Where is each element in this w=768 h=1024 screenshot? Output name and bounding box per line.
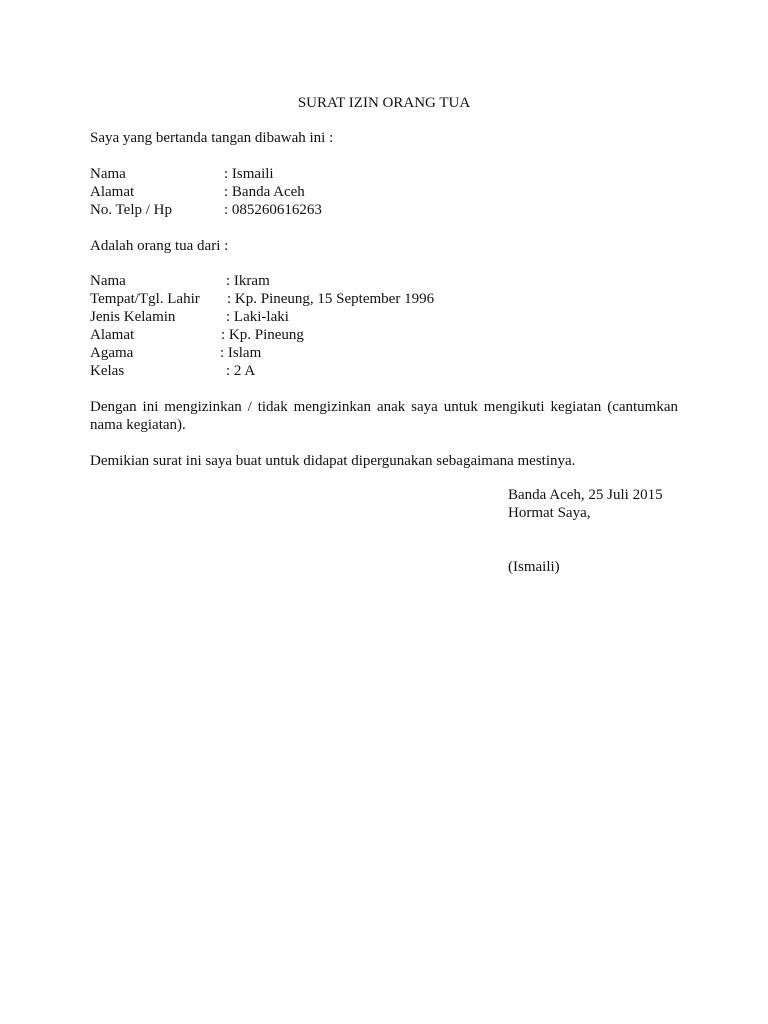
field-label: Agama: [90, 345, 134, 361]
field-label: Alamat: [90, 184, 135, 200]
field-label: Tempat/Tgl. Lahir: [90, 291, 200, 307]
field-value: : 085260616263: [224, 202, 322, 218]
field-label: Nama: [90, 166, 126, 182]
permission-paragraph: Dengan ini mengizinkan / tidak mengizinkan anak saya untuk mengikuti kegiatan (cantumkan nama kegiatan).: [90, 399, 678, 433]
field-label: Jenis Kelamin: [90, 309, 176, 325]
field-value: : 2 A: [226, 363, 256, 379]
field-label: Nama: [90, 273, 126, 289]
field-label: No. Telp / Hp: [90, 202, 173, 218]
field-value: : Kp. Pineung: [221, 327, 304, 343]
signature-name: (Ismaili): [508, 559, 560, 575]
field-value: : Islam: [220, 345, 262, 361]
intro-text: Saya yang bertanda tangan dibawah ini :: [90, 130, 334, 146]
closing-paragraph: Demikian surat ini saya buat untuk didapat dipergunakan sebagaimana mestinya.: [90, 453, 576, 469]
field-label: Kelas: [90, 363, 125, 379]
signature-place-date: Banda Aceh, 25 Juli 2015: [508, 487, 663, 503]
field-value: : Ismaili: [224, 166, 274, 182]
field-value: : Kp. Pineung, 15 September 1996: [227, 291, 435, 307]
field-label: Alamat: [90, 327, 135, 343]
page-title: SURAT IZIN ORANG TUA: [297, 95, 471, 111]
child-intro-text: Adalah orang tua dari :: [90, 238, 229, 254]
field-value: : Ikram: [226, 273, 270, 289]
field-value: : Banda Aceh: [224, 184, 305, 200]
field-value: : Laki-laki: [226, 309, 289, 325]
signature-greeting: Hormat Saya,: [508, 505, 591, 521]
